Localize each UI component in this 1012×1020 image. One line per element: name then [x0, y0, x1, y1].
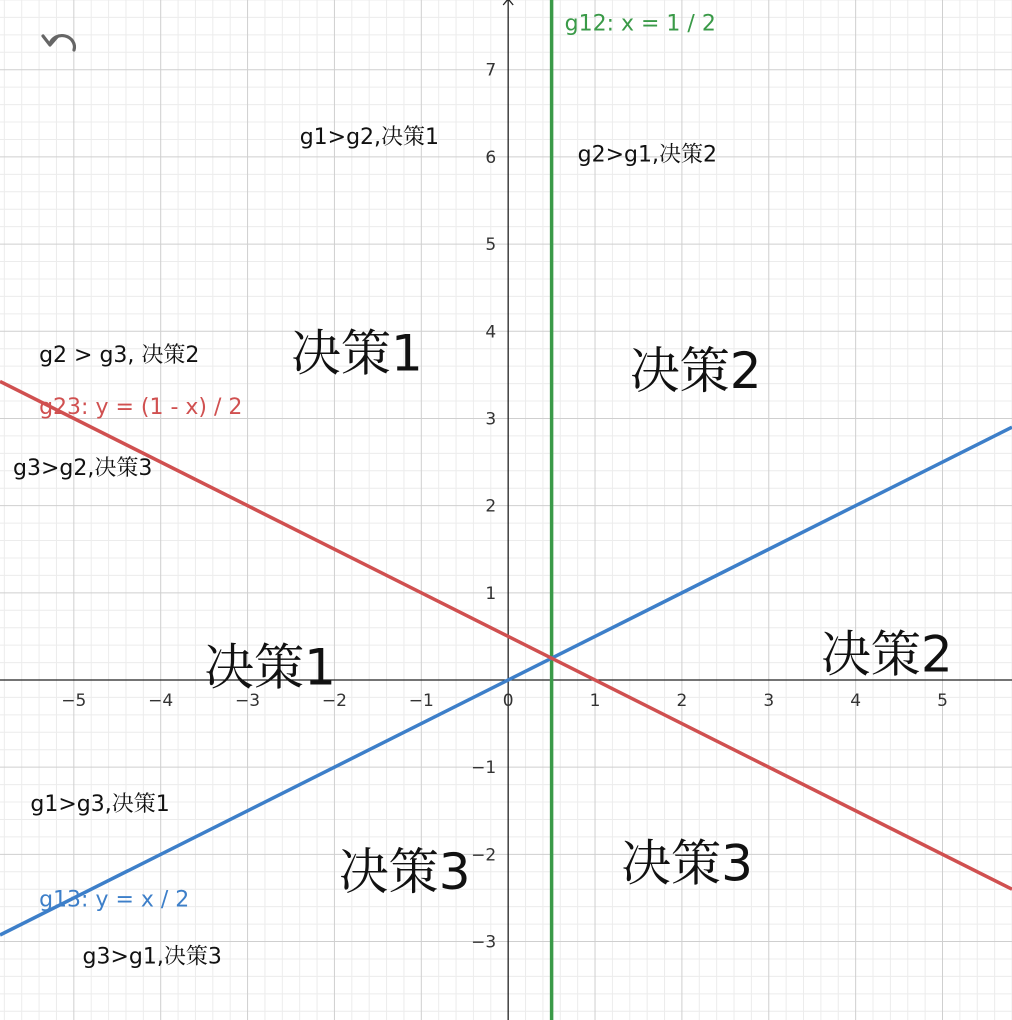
- region-label: 决策3: [621, 834, 753, 893]
- y-tick-label: 6: [485, 147, 497, 168]
- x-tick-label: −2: [321, 691, 347, 711]
- y-tick-label: −1: [471, 758, 497, 779]
- x-tick-label: 4: [850, 691, 862, 711]
- undo-icon[interactable]: [38, 24, 82, 60]
- comparison-label: g1>g2,决策1: [299, 124, 440, 150]
- x-tick-label: −5: [61, 691, 87, 711]
- comparison-label: g1>g3,决策1: [30, 791, 170, 817]
- y-tick-label: −2: [471, 845, 497, 866]
- series-label-g13: g13: y = x / 2: [39, 887, 190, 913]
- region-label: 决策2: [629, 341, 762, 400]
- x-tick-label: 2: [676, 691, 688, 711]
- region-label: 决策1: [291, 324, 423, 383]
- x-tick-label: 5: [937, 691, 948, 711]
- x-tick-label: 0: [502, 691, 514, 711]
- series-label-g12: g12: x = 1 / 2: [564, 11, 716, 37]
- annotations: [13, 125, 953, 969]
- series-label-g23: g23: y = (1 - x) / 2: [39, 395, 243, 421]
- x-tick-label: −1: [408, 691, 434, 711]
- y-tick-label: 3: [485, 409, 497, 430]
- y-tick-label: 7: [485, 60, 497, 81]
- y-tick-label: 4: [485, 322, 497, 343]
- y-tick-label: −3: [471, 932, 497, 953]
- comparison-label: g2 > g3, 决策2: [39, 342, 200, 368]
- region-label: 决策2: [820, 625, 953, 684]
- y-tick-label: 2: [485, 496, 497, 517]
- y-tick-label: 5: [485, 235, 497, 256]
- comparison-label: g3>g2,决策3: [13, 456, 153, 482]
- x-tick-label: 3: [763, 691, 775, 711]
- region-label: 决策1: [204, 638, 336, 697]
- x-tick-label: −3: [235, 691, 261, 711]
- comparison-label: g2>g1,决策2: [577, 142, 718, 168]
- tick-labels: [61, 61, 948, 953]
- region-label: 决策3: [338, 843, 471, 902]
- x-tick-label: 1: [589, 691, 601, 711]
- comparison-label: g3>g1,决策3: [82, 944, 222, 970]
- y-tick-label: 1: [485, 583, 497, 604]
- x-tick-label: −4: [148, 691, 174, 711]
